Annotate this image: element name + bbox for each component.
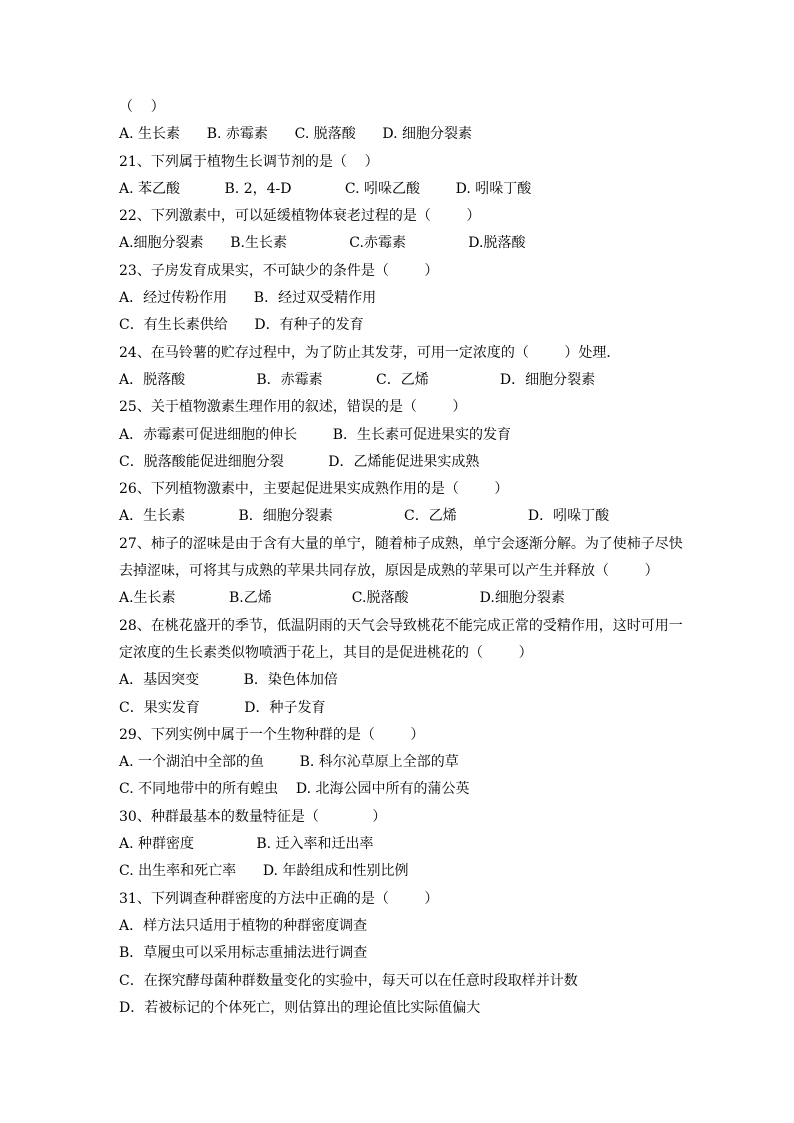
text-line: 30、种群最基本的数量特征是（ ） (119, 808, 387, 825)
text-line: D．若被标记的个体死亡，则估算出的理论值比实际值偏大 (119, 999, 481, 1016)
text-line: 23、子房发育成果实，不可缺少的条件是（ ） (119, 262, 439, 279)
text-line: C．脱落酸能促进细胞分裂 D．乙烯能促进果实成熟 (119, 453, 480, 470)
text-line: A.细胞分裂素 B.生长素 C.赤霉素 D.脱落酸 (119, 235, 526, 252)
text-line: 21、下列属于植物生长调节剂的是（ ） (119, 153, 379, 170)
text-line: 定浓度的生长素类似物喷洒于花上，其目的是促进桃花的（ ） (119, 644, 533, 661)
text-line: A. 一个湖泊中全部的鱼 B. 科尔沁草原上全部的草 (119, 754, 459, 771)
text-line: 27、柿子的涩味是由于含有大量的单宁，随着柿子成熟，单宁会逐渐分解。为了使柿子尽快 (119, 535, 683, 552)
text-line: 26、下列植物激素中，主要起促进果实成熟作用的是（ ） (119, 481, 509, 498)
text-line: A. 生长素 B. 赤霉素 C. 脱落酸 D. 细胞分裂素 (119, 126, 473, 143)
text-line: A．赤霉素可促进细胞的伸长 B．生长素可促进果实的发育 (119, 426, 511, 443)
text-line: A. 种群密度 B. 迁入率和迁出率 (119, 836, 374, 853)
text-line: 28、在桃花盛开的季节，低温阴雨的天气会导致桃花不能完成正常的受精作用，这时可用一 (119, 617, 683, 634)
text-line: A．经过传粉作用 B．经过双受精作用 (119, 290, 377, 307)
text-line: 29、下列实例中属于一个生物种群的是（ ） (119, 726, 425, 743)
text-line: B．草履虫可以采用标志重捕法进行调查 (119, 945, 368, 962)
text-line: A．基因突变 B．染色体加倍 (119, 672, 338, 689)
text-line: A.生长素 B.乙烯 C.脱落酸 D.细胞分裂素 (119, 590, 565, 607)
text-line: C．在探究酵母菌种群数量变化的实验中，每天可以在任意时段取样并计数 (119, 972, 578, 989)
text-line: 去掉涩味，可将其与成熟的苹果共同存放，原因是成熟的苹果可以产生并释放（ ） (119, 563, 659, 580)
text-line: 25、关于植物激素生理作用的叙述，错误的是（ ） (119, 399, 467, 416)
text-line: C．有生长素供给 D．有种子的发育 (119, 317, 364, 334)
text-line: 22、下列激素中，可以延缓植物体衰老过程的是（ ） (119, 208, 481, 225)
text-line: （ ） (119, 99, 165, 115)
text-line: A．生长素 B．细胞分裂素 C．乙烯 D．吲哚丁酸 (119, 508, 610, 525)
text-line: 31、下列调查种群密度的方法中正确的是（ ） (119, 890, 439, 907)
text-line: A．脱落酸 B．赤霉素 C．乙烯 D．细胞分裂素 (119, 371, 596, 388)
text-line: C．果实发育 D．种子发育 (119, 699, 326, 716)
text-line: A．样方法只适用于植物的种群密度调查 (119, 917, 368, 934)
text-line: A. 苯乙酸 B. 2，4-D C. 吲哚乙酸 D. 吲哚丁酸 (119, 180, 532, 197)
text-line: C. 不同地带中的所有蝗虫 D. 北海公园中所有的蒲公英 (119, 781, 470, 798)
text-line: 24、在马铃薯的贮存过程中，为了防止其发芽，可用一定浓度的（ ）处理． (119, 344, 621, 361)
text-line: C. 出生率和死亡率 D. 年龄组成和性别比例 (119, 863, 409, 880)
question-text-block (119, 94, 683, 1022)
